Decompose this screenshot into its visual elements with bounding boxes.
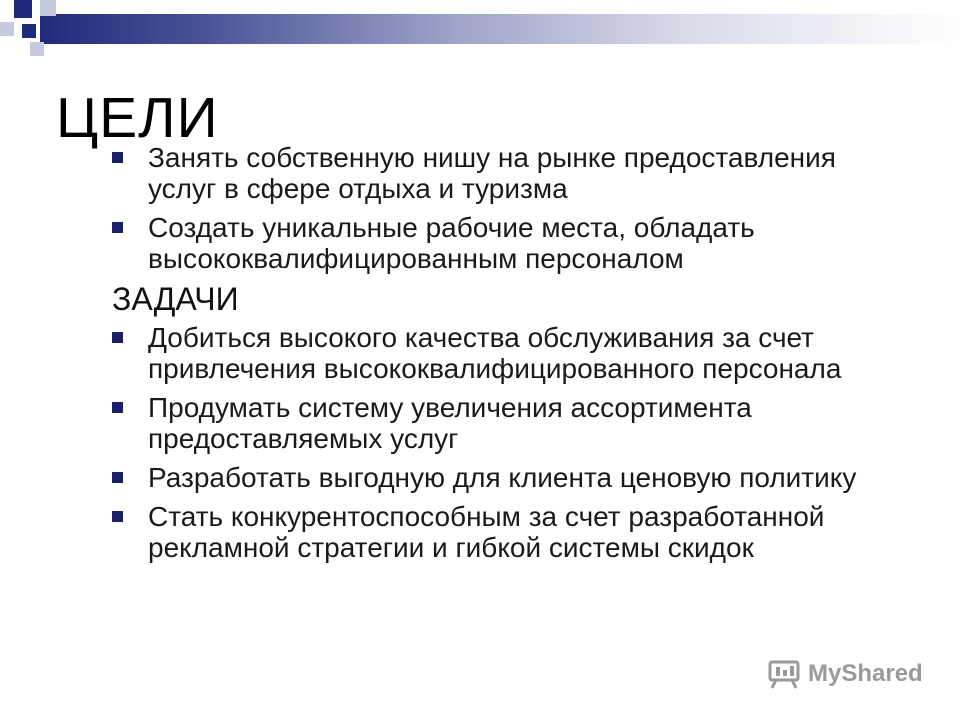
goals-list <box>112 142 902 282</box>
list-item <box>112 142 902 204</box>
task-text: Добиться высокого качества обслуживания за счет привлечения высококвалифицированного персонала <box>148 322 842 384</box>
presentation-board-icon <box>766 656 802 692</box>
list-item <box>112 212 902 274</box>
list-item <box>112 462 902 493</box>
goal-text: Создать уникальные рабочие места, обладать высококвалифицированным персоналом <box>148 212 755 274</box>
watermark <box>766 656 923 692</box>
square-bullet-icon <box>112 472 123 483</box>
list-item <box>112 501 902 563</box>
square-bullet-icon <box>112 511 123 522</box>
square-bullet-icon <box>112 222 123 233</box>
square-bullet-icon <box>112 152 123 163</box>
task-text: Разработать выгодную для клиента ценовую политику <box>148 462 857 493</box>
task-text: Стать конкурентоспособным за счет разработанной рекламной стратегии и гибкой системы скидок <box>148 501 825 563</box>
list-item <box>112 392 902 454</box>
square-bullet-icon <box>112 402 123 413</box>
task-text: Продумать систему увеличения ассортимента предоставляемых услуг <box>148 392 752 454</box>
slide-title: ЦЕЛИ <box>56 86 219 150</box>
header-squares-decoration <box>0 0 80 60</box>
watermark-text: MyShared <box>808 660 923 687</box>
square-bullet-icon <box>112 332 123 343</box>
header-gradient-bar <box>40 14 960 44</box>
list-item <box>112 322 902 384</box>
tasks-heading: ЗАДАЧИ <box>112 281 239 317</box>
tasks-list <box>112 322 902 571</box>
goal-text: Занять собственную нишу на рынке предоставления услуг в сфере отдыха и туризма <box>148 142 836 204</box>
